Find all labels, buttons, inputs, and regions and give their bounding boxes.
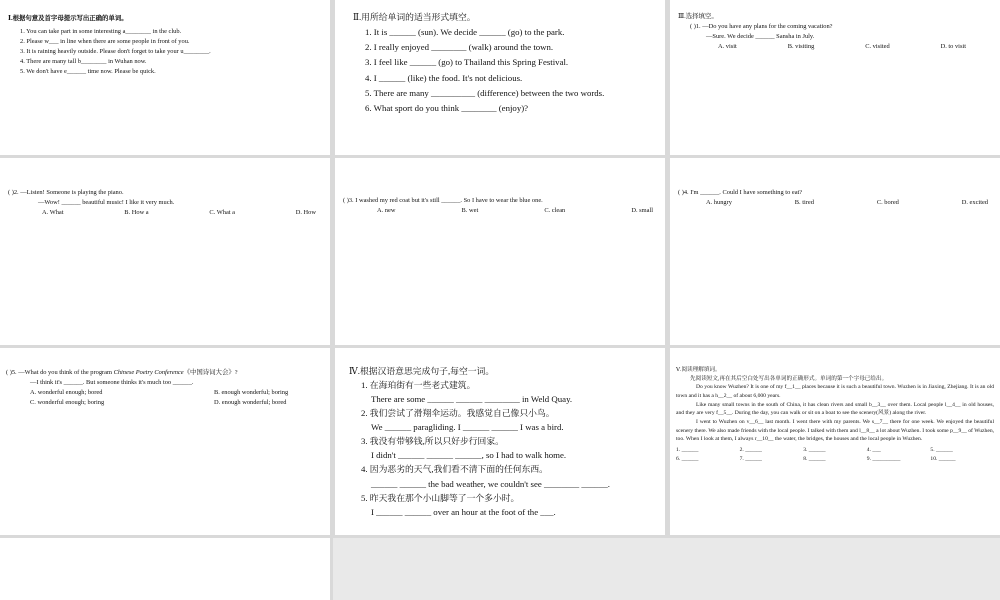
answer-blank[interactable]: 4. ___ [866,446,881,453]
question-line: 2. I really enjoyed ________ (walk) around the town. [365,42,554,53]
option-a[interactable]: A. new [377,206,396,214]
options-row [678,42,992,52]
option-a[interactable]: A. hungry [706,198,732,206]
slide-2[interactable] [335,0,665,155]
question-line: —Sure. We decide ______ Sansha in July. [706,32,815,40]
answer-blanks [676,446,994,463]
options-row [343,206,655,216]
section-heading: Ⅰ.根据句意及首字母提示写出正确的单词。 [8,15,128,22]
option-b[interactable]: B. visiting [787,42,815,50]
english-sentence: There are some ______ ______ ________ in Weld Quay. [371,394,573,405]
options-row [678,198,990,208]
slide-7[interactable] [0,348,330,535]
slide-10-blank[interactable] [0,538,330,600]
option-b[interactable]: B. wet [461,206,479,214]
slide-1[interactable] [0,0,330,155]
english-sentence: ______ ______ the bad weather, we couldn't see ________ ______. [371,478,610,489]
slide-5[interactable] [335,158,665,345]
chinese-prompt: 4. 因为恶劣的天气,我们看不清下面的任何东西。 [361,464,548,475]
options-row [6,388,322,398]
slide-8[interactable] [335,348,665,535]
chinese-prompt: 3. 我没有带够钱,所以只好步行回家。 [361,436,504,447]
option-c[interactable]: C. bored [876,198,899,206]
answer-blank[interactable]: 9. __________ [866,455,901,462]
section-heading: Ⅳ.根据汉语意思完成句子,每空一词。 [349,366,495,376]
question-suffix: 《中国诗词大会》? [183,369,238,376]
question-line: ( )2. —Listen! Someone is playing the piano. [8,189,124,196]
question-line: 3. I feel like ______ (go) to Thailand this Spring Festival. [365,57,569,68]
question-line: ( )3. I washed my red coat but it's still ______. So I have to wear the blue one. [343,197,543,204]
section-heading: Ⅱ.用所给单词的适当形式填空。 [353,12,476,22]
option-a[interactable]: A. wonderful enough; bored [30,388,103,396]
option-d[interactable]: D. How [295,208,316,216]
instruction: 先阅读短文,再在其后空白处写出各单词的正确形式。单词的第一个字母已给出。 [690,375,888,382]
answer-blank[interactable]: 10. ______ [930,455,956,462]
question-line: —Wow! ______ beautiful music! I like it very much. [38,198,175,206]
question-line: 1. You can take part in some interesting a________ in the club. [20,27,182,35]
empty-area [333,538,1000,600]
question-line: 6. What sport do you think ________ (enjoy)? [365,102,529,113]
slide-6[interactable] [670,158,1000,345]
question-line: 4. I ______ (like) the food. It's not delicious. [365,72,523,83]
option-c[interactable]: C. wonderful enough; boring [30,398,105,406]
question-line: 2. Please w___ in line when there are some people in front of you. [20,37,190,45]
section-heading: Ⅴ.阅读理解填词。 [676,367,721,373]
question-line: 3. It is raining heavily outside. Please don't forget to take your u________. [20,47,211,55]
slide-9[interactable] [670,348,1000,535]
option-a[interactable]: A. What [42,208,64,216]
options-row [6,398,322,408]
question-line: 1. It is ______ (sun). We decide ______ (go) to the park. [365,27,565,38]
option-d[interactable]: D. excited [961,198,988,206]
english-sentence: I didn't ______ ______ ______, so I had to walk home. [371,450,567,461]
option-d[interactable]: D. small [631,206,653,214]
answer-blank[interactable]: 1. ______ [676,446,699,453]
answer-blank[interactable]: 7. ______ [739,455,762,462]
slide-3[interactable] [670,0,1000,155]
section-heading: Ⅲ.选择填空。 [678,13,718,20]
passage-paragraph: I went to Wuzhen on v__6__ last month. I went there with my parents. We s__7__ there for one week. We enjoyed the beautiful scenery there. We also made friends with the local people. I talked with them and l__8__ a lot about Wuzhen. I took some p__9__ of Wuzhen, too. When I look at them, I always r__10__ the water, the bridges, the houses and the local people in Wuzhen. [676,418,995,443]
program-title: Chinese Poetry Conference [113,369,184,376]
option-c[interactable]: C. clean [544,206,566,214]
question-line: 4. There are many tall b________ in Wuhan now. [20,57,147,65]
passage-paragraph: Do you know Wuzhen? It is one of my f__1__ places because it is such a beautiful town. Wuzhen is in Jiaxing, Zhejiang. It is an old town and it has a h__2__ of about 6,000 years. [676,384,994,399]
question-line: 5. We don't have e______ time now. Please be quick. [20,67,156,75]
option-b[interactable]: B. tired [794,198,814,206]
option-c[interactable]: C. visited [865,42,890,50]
chinese-prompt: 2. 我们尝试了滑翔伞运动。我感觉自己像只小鸟。 [361,408,555,419]
option-a[interactable]: A. visit [718,42,737,50]
question-line: ( )1. —Do you have any plans for the coming vacation? [690,22,833,30]
answer-blank[interactable]: 6. ______ [676,455,699,462]
chinese-prompt: 5. 昨天我在那个小山脚等了一个多小时。 [361,492,520,503]
option-d[interactable]: D. enough wonderful; bored [214,398,287,406]
options-row [8,208,320,218]
english-sentence: I ______ ______ over an hour at the foot of the ___. [371,506,556,517]
english-sentence: We ______ paragliding. I ______ ______ I was a bird. [371,422,564,433]
passage-paragraph: Like many small towns in the south of China, it has clean rivers and small b__3__ over them. Local people l__4__ in old houses, and they are very f__5__. During the day, you can walk or sit on a boat to see the scenery(风景) along the river. [676,401,994,417]
chinese-prompt: 1. 在海珀街有一些老式建筑。 [361,380,476,391]
question-prefix: ( )5. —What do you think of the program [6,369,114,376]
question-line: —I think it's ______. But someone thinks it's much too ______. [30,378,194,386]
option-c[interactable]: C. What a [209,208,235,216]
option-b[interactable]: B. enough wonderful; boring [214,388,289,396]
answer-blank[interactable]: 2. ______ [739,446,762,453]
answer-blank[interactable]: 5. ______ [930,446,953,453]
answer-blank[interactable]: 8. ______ [803,455,826,462]
slide-4[interactable] [0,158,330,345]
answer-blank[interactable]: 3. ______ [803,446,826,453]
question-line: 5. There are many __________ (difference) between the two words. [365,87,605,98]
question-line: ( )4. I'm ______. Could I have something to eat? [678,189,803,196]
option-b[interactable]: B. How a [124,208,149,216]
option-d[interactable]: D. to visit [940,42,966,50]
question-line [6,368,322,378]
